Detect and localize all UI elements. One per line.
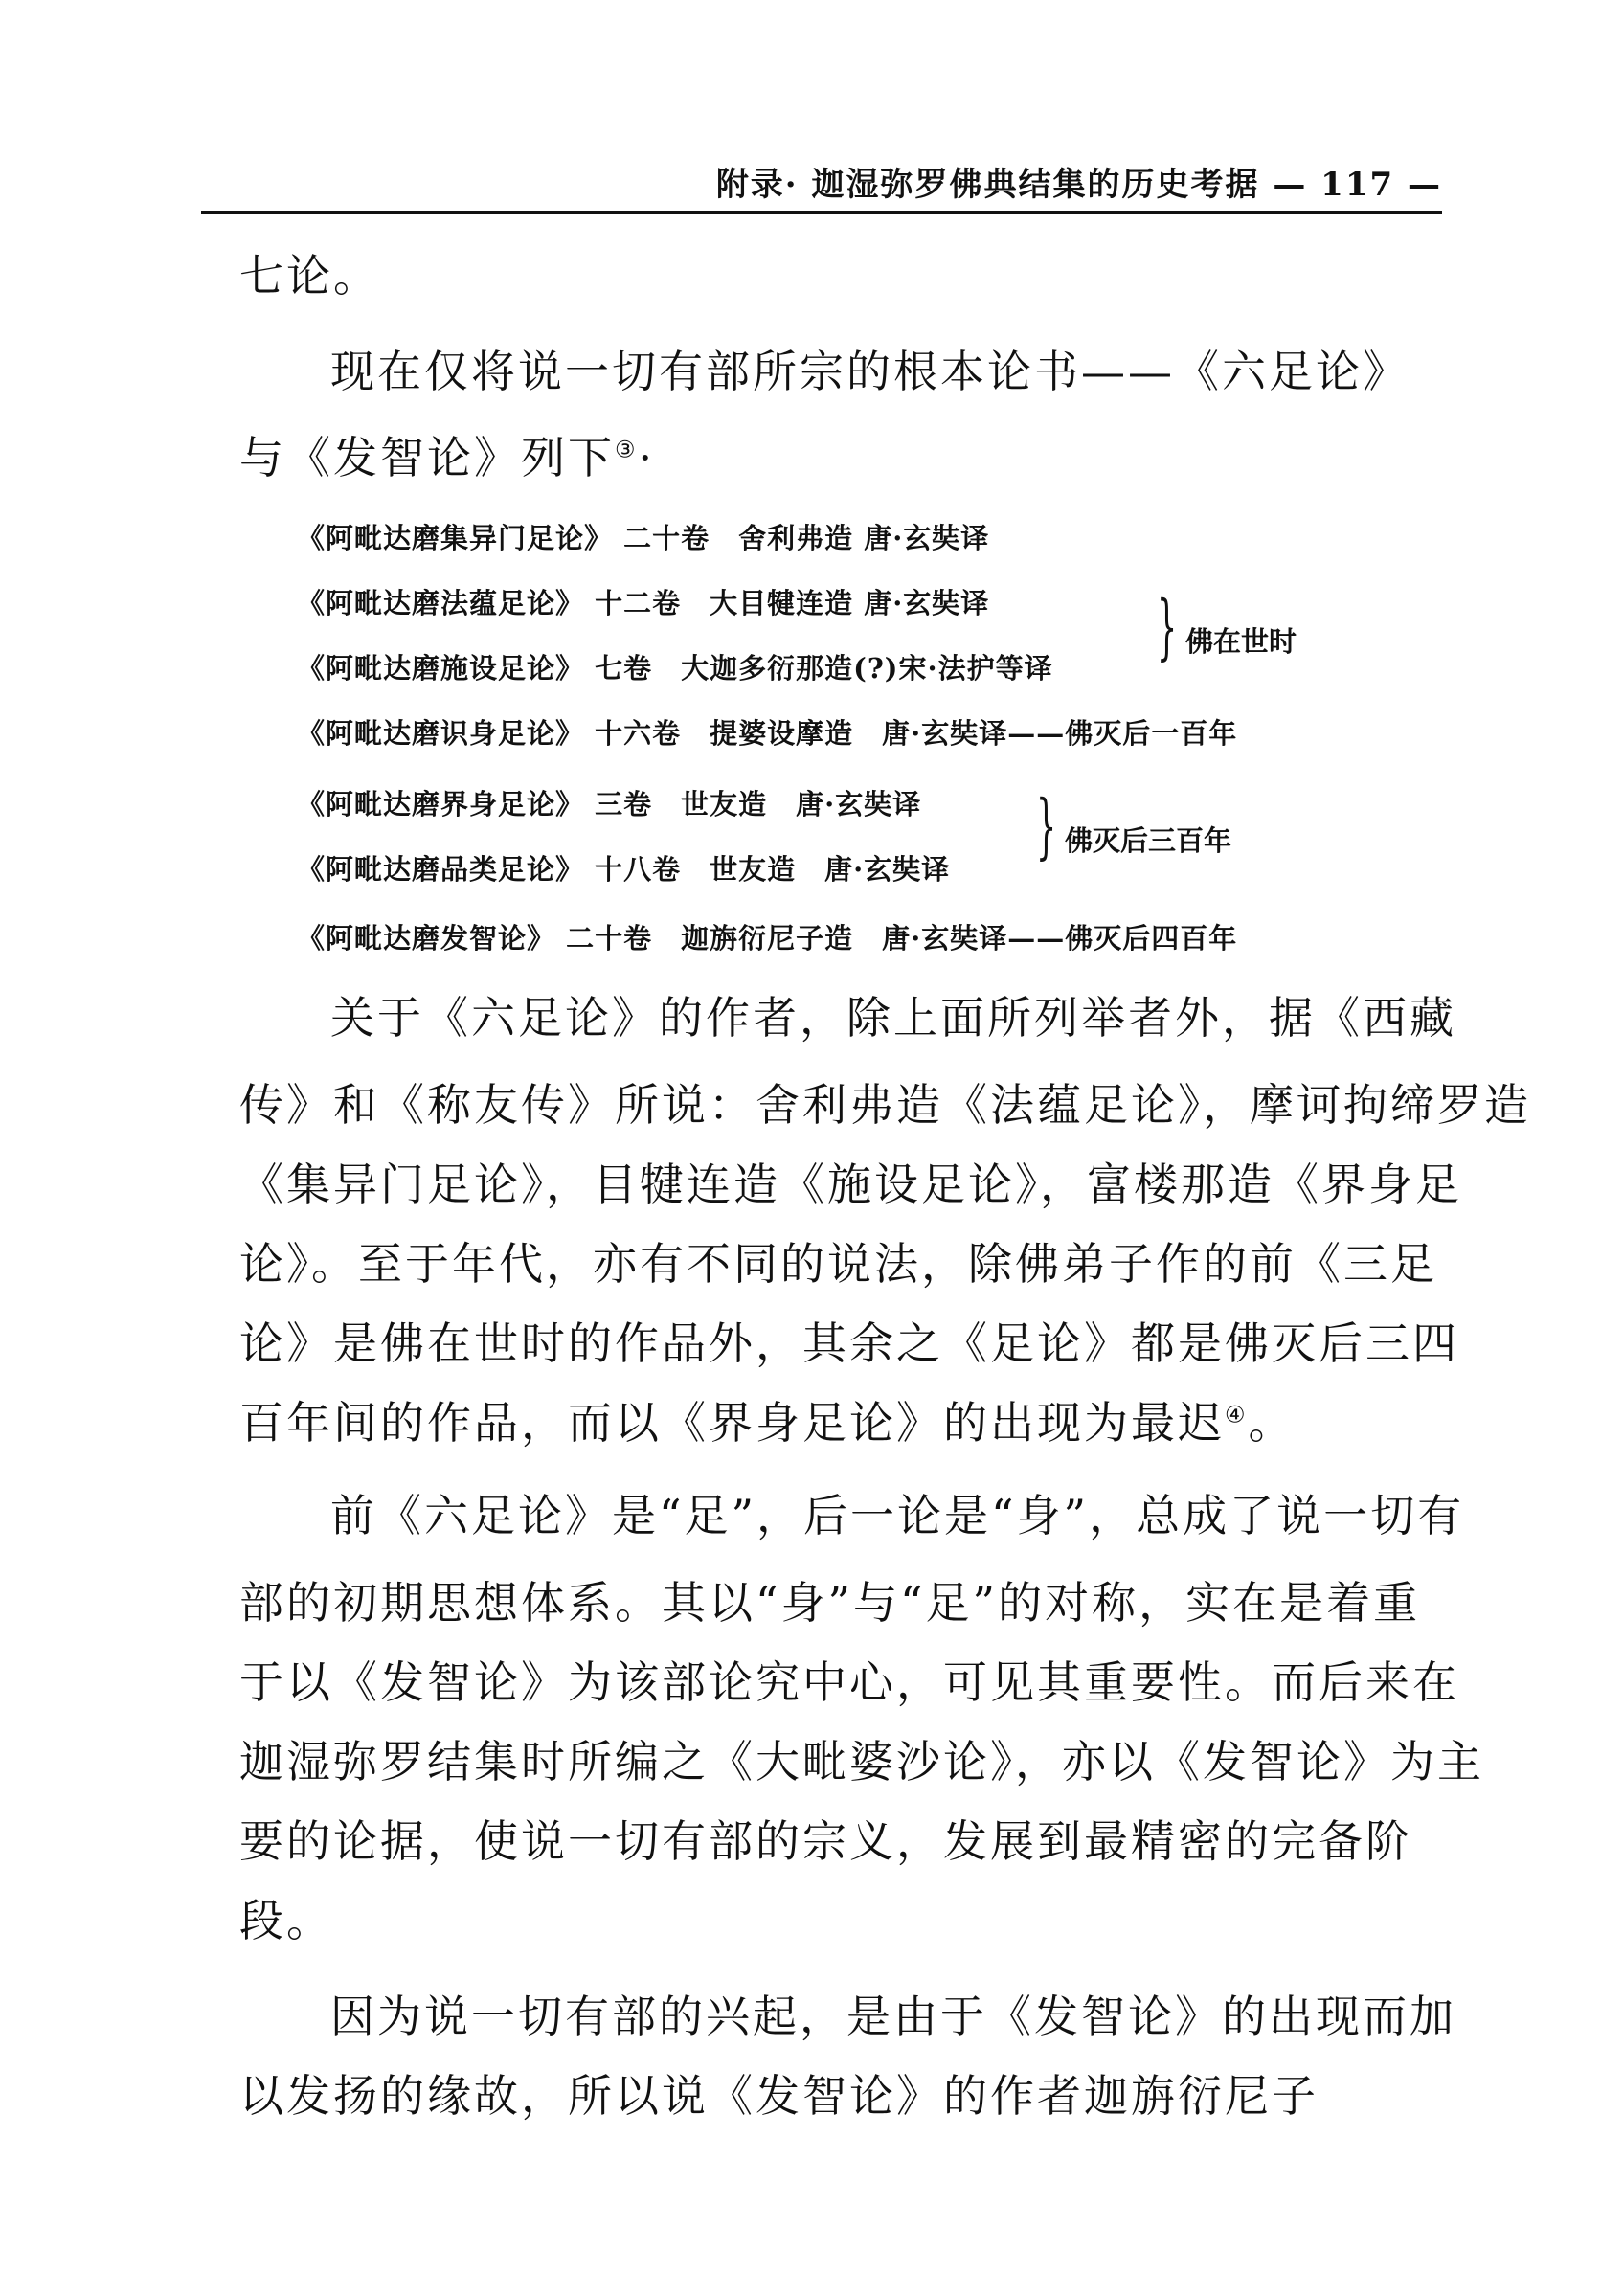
catalog-entry: 《阿毗达磨界身足论》 三卷 世友造 唐·玄奘译 — [297, 788, 922, 821]
running-header — [201, 153, 1442, 214]
para1-line: 论》。至于年代，亦有不同的说法，除佛弟子作的前《三足 — [239, 1238, 1437, 1290]
header-text — [716, 158, 1442, 205]
para3-first-line-wrap — [330, 1985, 1527, 2048]
para1-first-line-wrap — [330, 986, 1527, 1049]
para1-last-text: 百年间的作品，而以《界身足论》的出现为最迟 — [239, 1397, 1225, 1449]
catalog-entry: 《阿毗达磨集异门足论》 二十卷 舍利弗造 唐·玄奘译 — [297, 522, 990, 554]
footnote-marker-4: ④ — [1225, 1401, 1249, 1429]
page-number: — 117 — — [1273, 166, 1442, 204]
para3-block — [239, 2064, 1436, 2127]
intro-line-2: 现在仅将说一切有部所宗的根本论书——《六足论》 — [330, 346, 1410, 397]
header-section: 附录· — [715, 166, 799, 204]
intro-block — [239, 244, 1436, 307]
intro-line-3-text: 与《发智论》列下 — [239, 432, 615, 484]
para1-line: 关于《六足论》的作者，除上面所列举者外，据《西藏 — [330, 992, 1456, 1044]
para2-first-line-wrap — [330, 1484, 1527, 1547]
para2-block — [239, 1564, 1484, 1961]
intro-line-2-wrap — [330, 340, 1527, 403]
para1-last-tail: 。 — [1248, 1397, 1296, 1449]
intro-line-1: 七论。 — [239, 250, 380, 302]
para2-line: 段。 — [239, 1895, 333, 1946]
para1-last-line — [239, 1384, 1436, 1463]
catalog-entry: 《阿毗达磨发智论》 二十卷 迦旃衍尼子造 唐·玄奘译——佛灭后四百年 — [297, 922, 1238, 955]
catalog-entry: 《阿毗达磨识身足论》 十六卷 提婆设摩造 唐·玄奘译——佛灭后一百年 — [297, 717, 1238, 750]
intro-line-3 — [239, 426, 1436, 489]
para3-line: 因为说一切有部的兴起，是由于《发智论》的出现而加 — [330, 1991, 1456, 2042]
brace-note-group-1: 佛在世时 — [1185, 625, 1297, 658]
para2-line: 迦湿弥罗结集时所编之《大毗婆沙论》，亦以《发智论》为主 — [239, 1736, 1484, 1788]
para1-block — [239, 1066, 1531, 1463]
catalog-entry: 《阿毗达磨施设足论》 七卷 大迦多衍那造(?)宋·法护等译 — [297, 652, 1053, 685]
para2-line: 要的论据，使说一切有部的宗义，发展到最精密的完备阶 — [239, 1815, 1412, 1867]
para2-line: 前《六足论》是“足”，后一论是“身”，总成了说一切有 — [330, 1490, 1465, 1541]
header-title: 迦湿弥罗佛典结集的历史考据 — [811, 166, 1260, 204]
para2-line: 部的初期思想体系。其以“身”与“足”的对称，实在是着重 — [239, 1577, 1421, 1629]
brace-note-group-2: 佛灭后三百年 — [1065, 824, 1232, 857]
para1-line: 传》和《称友传》所说：舍利弗造《法蕴足论》，摩诃拘缔罗造 — [239, 1079, 1531, 1131]
catalog-entry: 《阿毗达磨法蕴足论》 十二卷 大目犍连造 唐·玄奘译 — [297, 587, 990, 619]
para3-line: 以发扬的缘故，所以说《发智论》的作者迦旃衍尼子 — [239, 2070, 1319, 2122]
brace-group-1: } — [1157, 586, 1178, 668]
brace-group-2: } — [1036, 785, 1057, 867]
intro-line-3-wrap — [239, 426, 1436, 489]
para1-line: 论》是佛在世时的作品外，其余之《足论》都是佛灭后三四 — [239, 1317, 1459, 1369]
intro-line-3-tail: · — [638, 432, 656, 484]
footnote-marker-3: ③ — [615, 436, 639, 463]
para1-line: 《集异门足论》，目犍连造《施设足论》，富楼那造《界身足 — [239, 1159, 1462, 1210]
catalog-entry: 《阿毗达磨品类足论》 十八卷 世友造 唐·玄奘译 — [297, 853, 951, 886]
para2-line: 于以《发智论》为该部论究中心，可见其重要性。而后来在 — [239, 1656, 1459, 1708]
